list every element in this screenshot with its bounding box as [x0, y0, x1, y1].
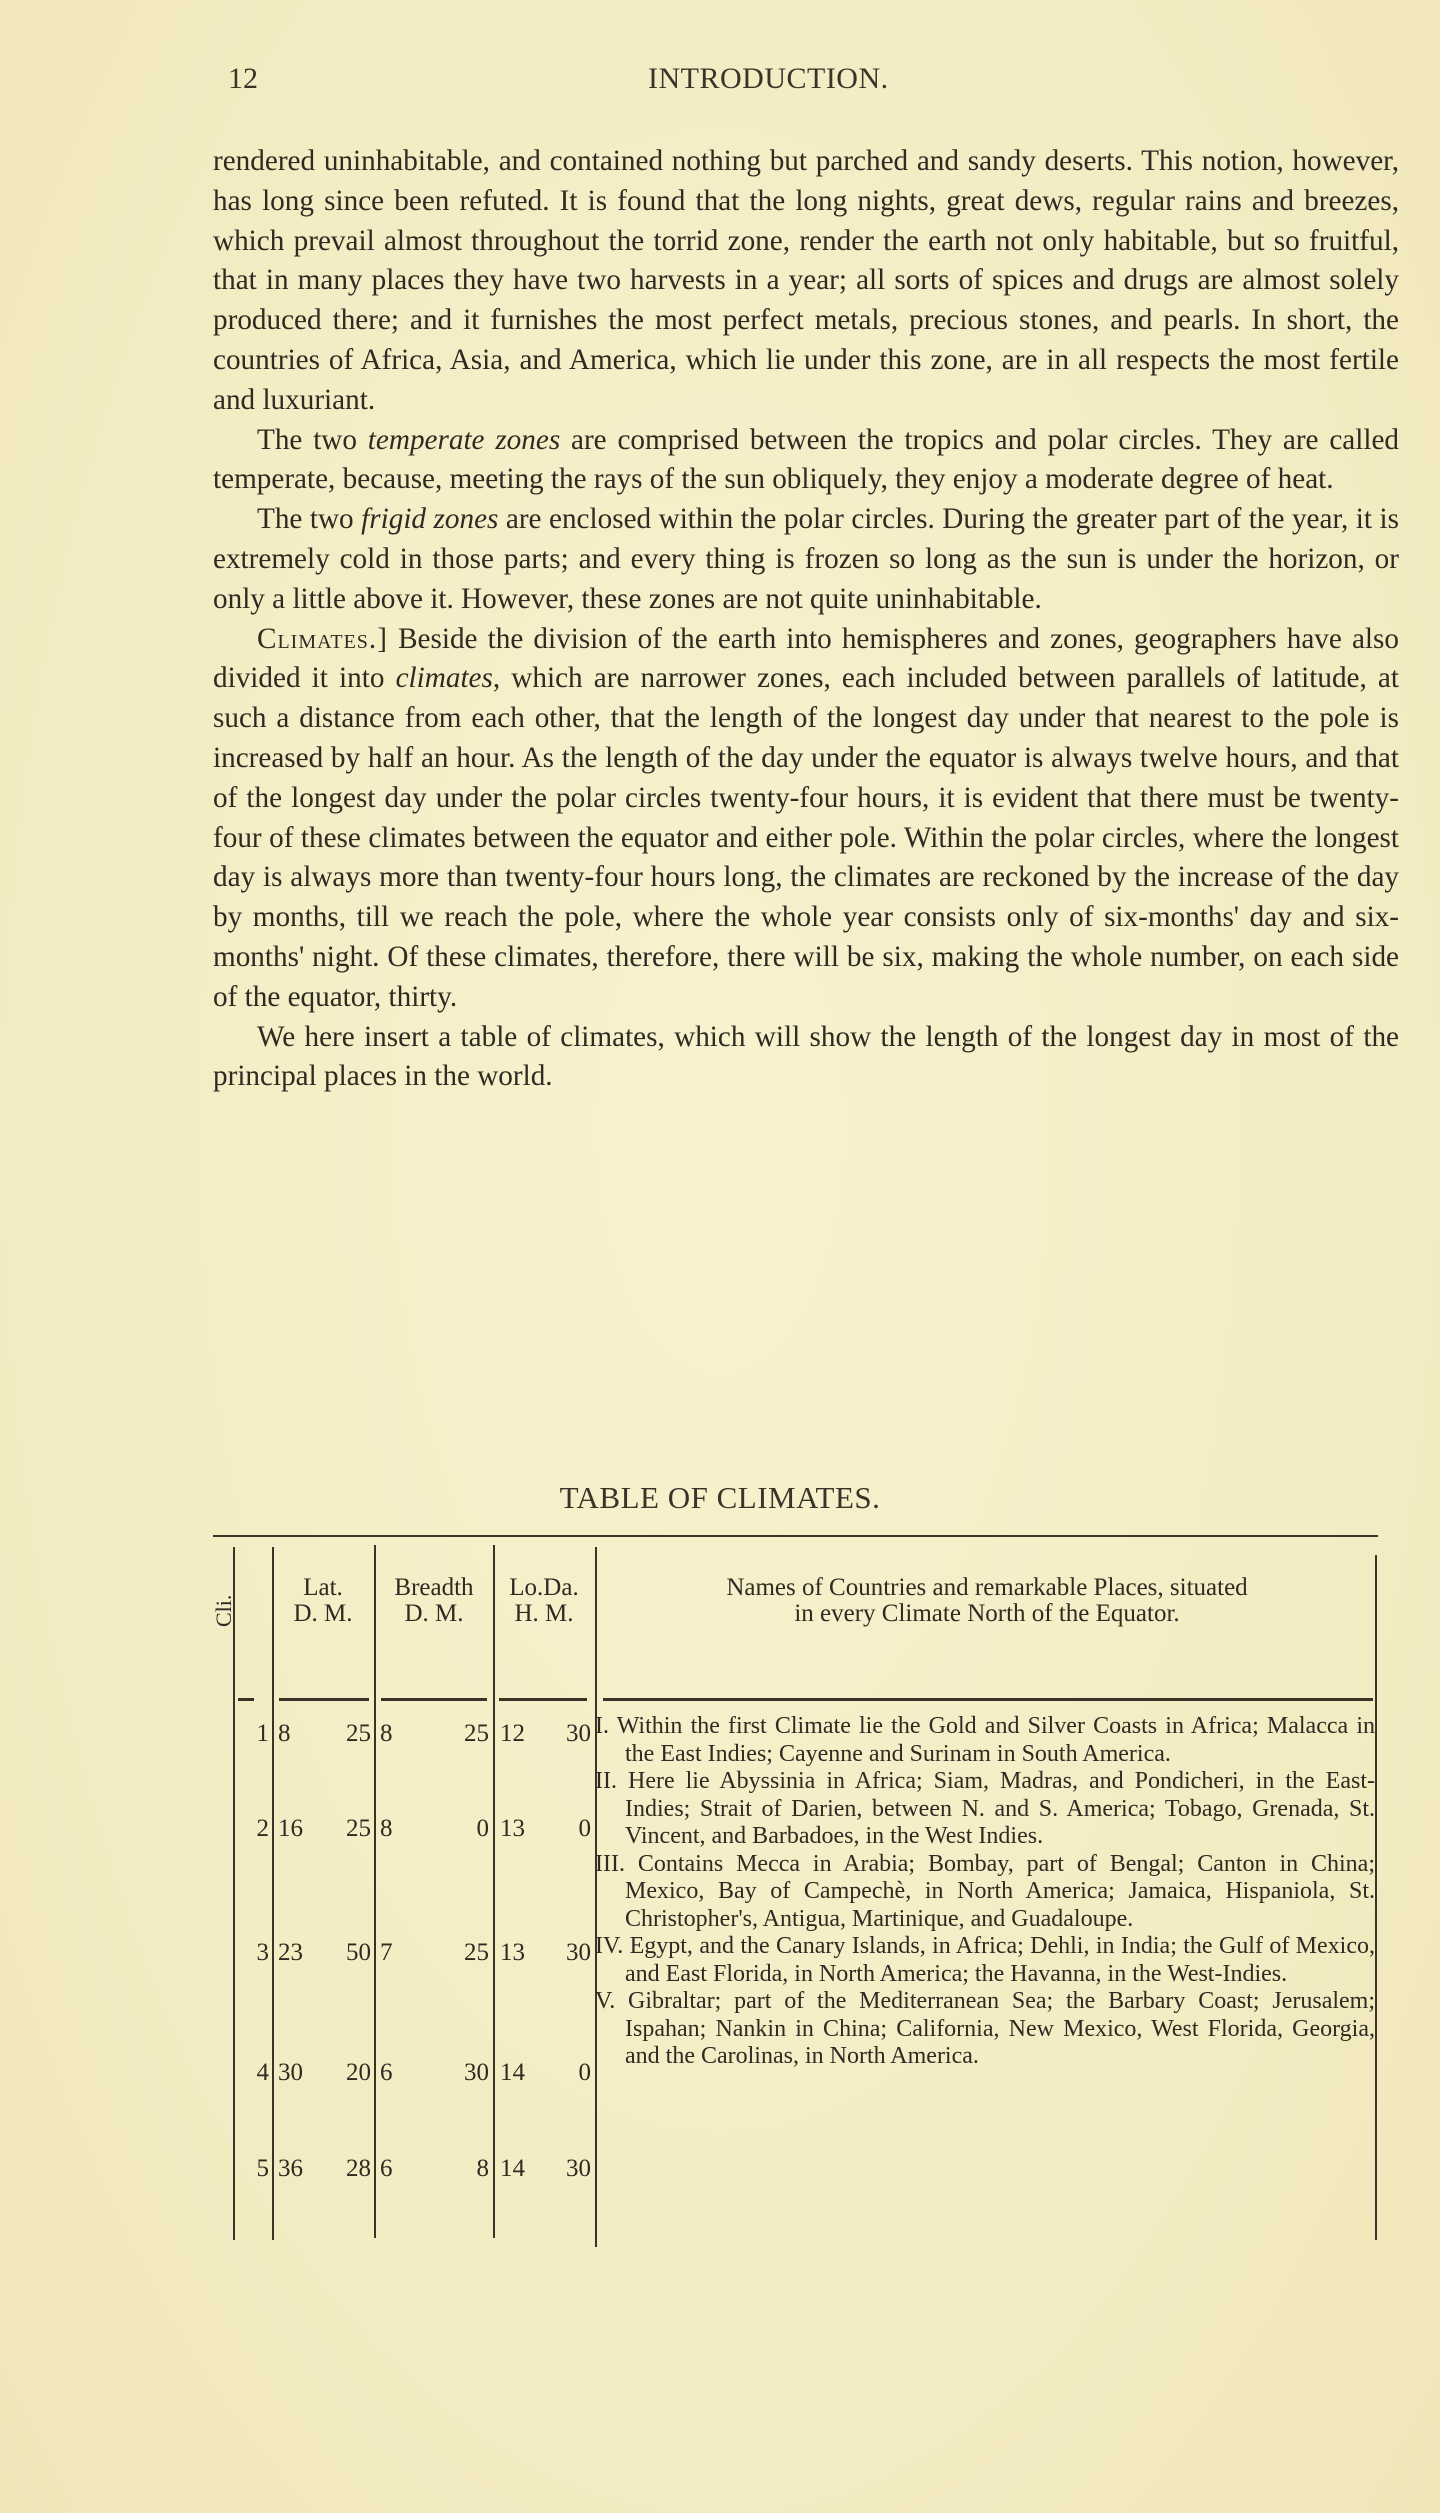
header-climate: Cli. — [211, 1594, 236, 1627]
term-frigid-zones: frigid zones — [361, 503, 499, 536]
term-temperate-zones: temperate zones — [367, 423, 561, 456]
header-longest-day: Lo.Da. H. M. — [509, 1574, 579, 1627]
climate-descriptions — [595, 1713, 1375, 2071]
header-names: Names of Countries and remarkable Places, situated in every Climate North of the Equator. — [726, 1574, 1248, 1627]
header-rule — [603, 1698, 1373, 1701]
column-rule — [493, 1545, 495, 2238]
paragraph-temperate-zones: The two temperate zones are comprised between the tropics and polar circles. They are called temperate, because, meeting the rays of the sun obliquely, they enjoy a moderate degree of heat. — [213, 423, 1399, 496]
climate-description-1: I. Within the first Climate lie the Gold and Silver Coasts in Africa; Malacca in the East Indies; Cayenne and Surinam in South America. — [595, 1713, 1375, 1767]
climate-table: Cli. Lat. D. M. Breadth D. M. Lo.Da. H. M. Names of Countries and remarkable Places, situated in every Climate North of the Equator. 1 8 25 8 25 12 30 2 16 25 8 0 13 0 3 23 50 7 25 13 30 4 30 20 6 30 14 0 5 36 28 6 8 14 30 I. Within the first Climate lie the Gold and Silver Coasts in Africa; Malacca in the East Indies; Cayenne and Surinam in South America. II. Here lie Abyssinia in Africa; Siam, Madras, and Pondicheri, in the East-Indies; Strait of Darien, between N. and S. America; Tobago, Grenada, St. Vincent, and Barbadoes, in the West Indies. III. Contains Mecca in Arabia; Bombay, part of Bengal; Canton in China; Mexico, Bay of Campechè, in North America; Jamaica, Hispaniola, St. Christopher's, Antigua, Martinique, and Guadaloupe. IV. Egypt, and the Canary Islands, in Africa; Dehli, in India; the Gulf of Mexico, and East Florida, in North America; the Havanna, in the West-Indies. V. Gibraltar; part of the Mediterranean Sea; the Barbary Coast; Jerusalem; Ispahan; Nankin in China; California, New Mexico, West Florida, Georgia, and the Carolinas, in North America. — [213, 1535, 1378, 2240]
chapter-title: INTRODUCTION. — [648, 62, 889, 95]
header-latitude: Lat. D. M. — [293, 1574, 353, 1627]
column-rule — [374, 1545, 376, 2238]
paragraph-torrid-zone: rendered uninhabitable, and contained nothing but parched and sandy deserts. This notion, however, has long since been refuted. It is found that the long nights, great dews, regular rains and breezes, which prevail almost throughout the torrid zone, render the earth not only habitable, but so fruitful, that in many places they have two harvests in a year; all sorts of spices and drugs are almost solely produced there; and it furnishes the most perfect metals, precious stones, and pearls. In short, the countries of Africa, Asia, and America, which lie under this zone, are in all respects the most fertile and luxuriant. — [213, 145, 1399, 416]
running-head — [228, 62, 1228, 102]
climate-description-4: IV. Egypt, and the Canary Islands, in Africa; Dehli, in India; the Gulf of Mexico, and East Florida, in North America; the Havanna, in the West-Indies. — [595, 1933, 1375, 1987]
climate-description-5: V. Gibraltar; part of the Mediterranean Sea; the Barbary Coast; Jerusalem; Ispahan; Nankin in China; California, New Mexico, West Florida, Georgia, and the Carolinas, in North America. — [595, 1988, 1375, 2069]
paragraph-frigid-zones: The two frigid zones are enclosed within the polar circles. During the greater part of the year, it is extremely cold in those parts; and every thing is frozen so long as the sun is under the horizon, or only a little above it. However, these zones are not quite uninhabitable. — [213, 503, 1399, 615]
paragraph-table-intro: We here insert a table of climates, which will show the length of the longest day in most of the principal places in the world. — [213, 1020, 1399, 1093]
section-label-climates: Climates.] — [257, 622, 388, 655]
term-climates: climates — [395, 662, 493, 695]
header-rule — [279, 1698, 369, 1701]
page-number: 12 — [228, 62, 258, 95]
paragraph-climates: Climates.] Beside the division of the earth into hemispheres and zones, geographers have also divided it into climates, which are narrower zones, each included between parallels of latitude, at such a distance from each other, that the length of the longest day under that nearest to the pole is increased by half an hour. As the length of the day under the equator is always twelve hours, and that of the longest day under the polar circles twenty-four hours, it is evident that there must be twenty-four of these climates between the equator and either pole. Within the polar circles, where the longest day is always more than twenty-four hours long, the climates are reckoned by the increase of the day by months, till we reach the pole, where the whole year consists only of six-months' day and six-months' night. Of these climates, therefore, there will be six, making the whole number, on each side of the equator, thirty. — [213, 622, 1399, 1013]
climate-description-3: III. Contains Mecca in Arabia; Bombay, part of Bengal; Canton in China; Mexico, Bay of Campechè, in North America; Jamaica, Hispaniola, St. Christopher's, Antigua, Martinique, and Guadaloupe. — [595, 1850, 1375, 1932]
header-rule — [238, 1698, 254, 1701]
body-text — [213, 142, 1399, 1097]
column-rule — [272, 1547, 274, 2240]
table-title: TABLE OF CLIMATES. — [559, 1480, 881, 1515]
header-rule — [499, 1698, 587, 1701]
table-top-rule — [213, 1535, 1378, 1537]
column-rule — [1375, 1555, 1377, 2240]
climate-description-2: II. Here lie Abyssinia in Africa; Siam, Madras, and Pondicheri, in the East-Indies; Strait of Darien, between N. and S. America; Tobago, Grenada, St. Vincent, and Barbadoes, in the West Indies. — [595, 1768, 1375, 1849]
column-rule — [233, 1547, 235, 2240]
header-rule — [381, 1698, 487, 1701]
header-breadth: Breadth D. M. — [394, 1574, 474, 1627]
